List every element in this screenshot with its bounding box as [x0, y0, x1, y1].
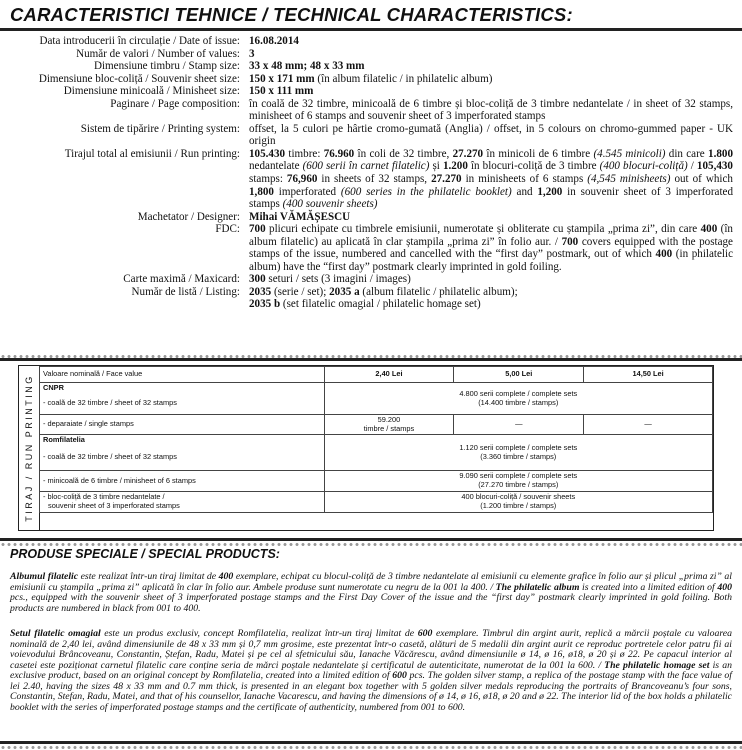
spec-label: Carte maximă / Maxicard: — [123, 273, 240, 286]
spec-label: Data introducerii în circulație / Date of issue: — [39, 35, 240, 47]
section-divider — [0, 358, 742, 361]
homage-set-paragraph: Setul filatelic omagial este un produs exclusiv, concept Romfilatelia, realizat într-un tiraj limitat de 600 exemplare. Timbrul din argint aurit, replică a mărcii poștale cu valoarea nominală de 2,40 lei, având dimensiunile de 48 x 33 mm și 0,7 mm grosime, este prezentat într-o casetă, alături de 5 medalii din argint aurit ce reproduc portretele celor patru fii ai voievodului Brâncoveanu, Constantin, Ștefan, Radu, Matei și pe cel al sfetnicului său, Ianache Văcărescu, având dimensiunile ø 14, ø 16, ø18, ø 20 și ø 22. Pe capacul interior al casetei este poziționat carnetul filatelic care conține seria de mărci poștale nedantelate și certificatul de autenticitate, numerotat de la 001 la 600. / The philatelic homage set is an exclusive product, based on an original concept by Romfilatelia, created into a limited edition of 600 pcs. The golden silver stamp, a replica of the postage stamp with the face value of lei 2.40, having the sizes 48 x 33 mm and 0.7 mm thick, is presented in an elegant box together with 5 golden silver medals reproducing the portraits of Brancoveanu’s four sons, Constantin, Stefan, Radu, Matei, and that of his counsellor, Ianache Vacarescu, and having the dimensions of ø 14, ø 16, ø18, ø 20 and ø 22. The interior lid of the box holds a philatelic booklet with the series of imperforated postage stamps and the certificate of authenticity, numbered from 001 to 600. — [10, 628, 732, 713]
romfilatelia-block-value: 400 blocuri-coliță / souvenir sheets (1.200 timbre / stamps) — [324, 492, 712, 513]
section-divider — [0, 538, 742, 541]
cnpr-single-label: - deparaiate / single stamps — [40, 415, 325, 435]
run-printing-table — [18, 365, 714, 531]
spec-value: 105.430 timbre: 76.960 în coli de 32 timbre, 27.270 în minicoli de 6 timbre (4.545 minicoli) din care 1.800 nedantelate (600 serii în carnet filatelic) și 1.200 în blocuri-coliță de 3 timbre (400 blocuri-coliță) / 105,430 stamps: 76,960 in sheets of 32 stamps, 27.270 in minisheets of 6 stamps (4,545 minisheets) out of which 1,800 imperforated (600 series in the philatelic booklet) and 1,200 in souvenir sheet of 3 imperforated stamps (400 souvenir sheets) — [249, 147, 733, 211]
album-paragraph: Albumul filatelic este realizat într-un tiraj limitat de 400 exemplare, echipat cu blocul-coliță de 3 timbre nedantelate al emisiunii cu elemente grafice în folio aur și plicul „prima zi” al emisiunii cu ștampila „prima zi” aplicată în clar în folio aur. Ambele produse sunt numerotate cu negru de la 001 la 400. / The philatelic album is created into a limited edition of 400 pcs., equipped with the souvenir sheet of 3 imperforated postage stamps and the First Day Cover of the issue and the “first day” postmark clearly imprinted in gold foiling. Both products are numbered in black from 001 to 400. — [10, 571, 733, 614]
spec-label: Tirajul total al emisiunii / Run printing: — [64, 147, 240, 160]
cnpr-single-value-1: 59.200 timbre / stamps — [324, 415, 454, 435]
romfilatelia-mini-label: - minicoală de 6 timbre / minisheet of 6 stamps — [40, 471, 325, 492]
spec-value: 33 x 48 mm; 48 x 33 mm — [249, 60, 365, 73]
header-value-3: 14,50 Lei — [584, 367, 713, 383]
spec-label: Sistem de tipărire / Printing system: — [80, 122, 240, 135]
spec-fdc — [0, 223, 742, 273]
spec-value: 300 seturi / sets (3 imagini / images) — [249, 273, 411, 286]
spec-value: 2035 (serie / set); 2035 a (album filatelic / philatelic album); — [249, 285, 518, 298]
spec-stamp-size — [0, 60, 742, 73]
spec-value: 16.08.2014 — [249, 35, 299, 47]
spec-value: offset, la 5 culori pe hârtie cromo-gumată (Anglia) / offset, in 5 colours on chromo-gummed paper - UK origin — [249, 122, 733, 148]
perforation-divider — [0, 745, 742, 750]
table-row — [40, 471, 713, 492]
spec-value: 150 x 111 mm — [249, 85, 314, 98]
spec-label: Număr de listă / Listing: — [131, 285, 240, 298]
spec-page-composition — [0, 98, 742, 123]
bottom-divider — [0, 741, 742, 744]
technical-specs — [0, 35, 742, 311]
spec-minisheet-size — [0, 85, 742, 98]
spec-designer — [0, 211, 742, 224]
spec-issue-date — [0, 35, 742, 48]
spec-value: 150 x 171 mm (în album filatelic / in philatelic album) — [249, 72, 493, 85]
spec-label: Dimensiune timbru / Stamp size: — [93, 60, 240, 73]
romfilatelia-sheet-label: - coală de 32 timbre / sheet of 32 stamps — [40, 446, 325, 471]
table-header-row — [40, 367, 713, 383]
spec-label: Dimensiune bloc-coliță / Souvenir sheet size: — [38, 72, 240, 85]
spec-listing-line2: 2035 b (set filatelic omagial / philatelic homage set) — [249, 298, 481, 311]
romfilatelia-sheet-value: 1.120 serii complete / complete sets (3.360 timbre / stamps) — [324, 435, 712, 471]
table-row — [40, 383, 713, 394]
spec-label: Machetator / Designer: — [137, 210, 240, 223]
group-title-romfilatelia: Romfilatelia — [40, 435, 325, 446]
spec-souvenir-size — [0, 73, 742, 86]
spec-run-printing — [0, 148, 742, 211]
romfilatelia-block-label: - bloc-coliță de 3 timbre nedantelate / souvenir sheet of 3 imperforated stamps — [40, 492, 325, 513]
spec-label: Număr de valori / Number of values: — [76, 47, 240, 60]
header-face-value: Valoare nominală / Face value — [40, 367, 325, 383]
header-value-2: 5,00 Lei — [454, 367, 584, 383]
spec-label: FDC: — [215, 223, 240, 236]
cnpr-single-value-2: — — [454, 415, 584, 435]
spec-value: Mihai VĂMĂȘESCU — [249, 210, 351, 223]
romfilatelia-mini-value: 9.090 serii complete / complete sets (27.270 timbre / stamps) — [324, 471, 712, 492]
header-value-1: 2,40 Lei — [324, 367, 454, 383]
spec-value: 700 plicuri echipate cu timbrele emisiunii, numerotate și obliterate cu ștampila „prima zi”, din care 400 (în album filatelic) au aplicată în clar ștampila „prima zi” în folio aur. / 700 covers equipped with the postage stamps of the issue, numbered and cancelled with the “first day” postmark, out of which 400 (in philatelic album) have the “first day” postmark clearly imprinted in gold foiling. — [249, 223, 734, 273]
title-divider — [0, 28, 742, 31]
special-products-title: PRODUSE SPECIALE / SPECIAL PRODUCTS: — [10, 547, 280, 561]
table-row — [40, 415, 713, 435]
spec-printing-system — [0, 123, 742, 148]
table-row — [40, 435, 713, 446]
spec-maxicard — [0, 273, 742, 286]
cnpr-single-value-3: — — [584, 415, 713, 435]
table-row — [40, 492, 713, 513]
group-title-cnpr: CNPR — [40, 383, 325, 394]
spec-value: în coală de 32 timbre, minicoală de 6 timbre și bloc-coliță de 3 timbre nedantelate / in sheet of 32 stamps, minisheet of 6 stamps and souvenir sheet of 3 imperforated stamps — [249, 97, 733, 123]
page-title: CARACTERISTICI TEHNICE / TECHNICAL CHARACTERISTICS: — [10, 4, 573, 25]
spec-value: 3 — [249, 47, 255, 60]
cnpr-sheet-value: 4.800 serii complete / complete sets (14.400 timbre / stamps) — [324, 383, 712, 415]
spec-listing — [0, 286, 742, 299]
spec-num-values — [0, 48, 742, 61]
table-side-label: TIRAJ / RUN PRINTING — [19, 366, 40, 530]
cnpr-sheet-label: - coală de 32 timbre / sheet of 32 stamps — [40, 394, 325, 415]
spec-label: Paginare / Page composition: — [110, 97, 240, 110]
spec-label: Dimensiune minicoală / Minisheet size: — [63, 85, 240, 98]
